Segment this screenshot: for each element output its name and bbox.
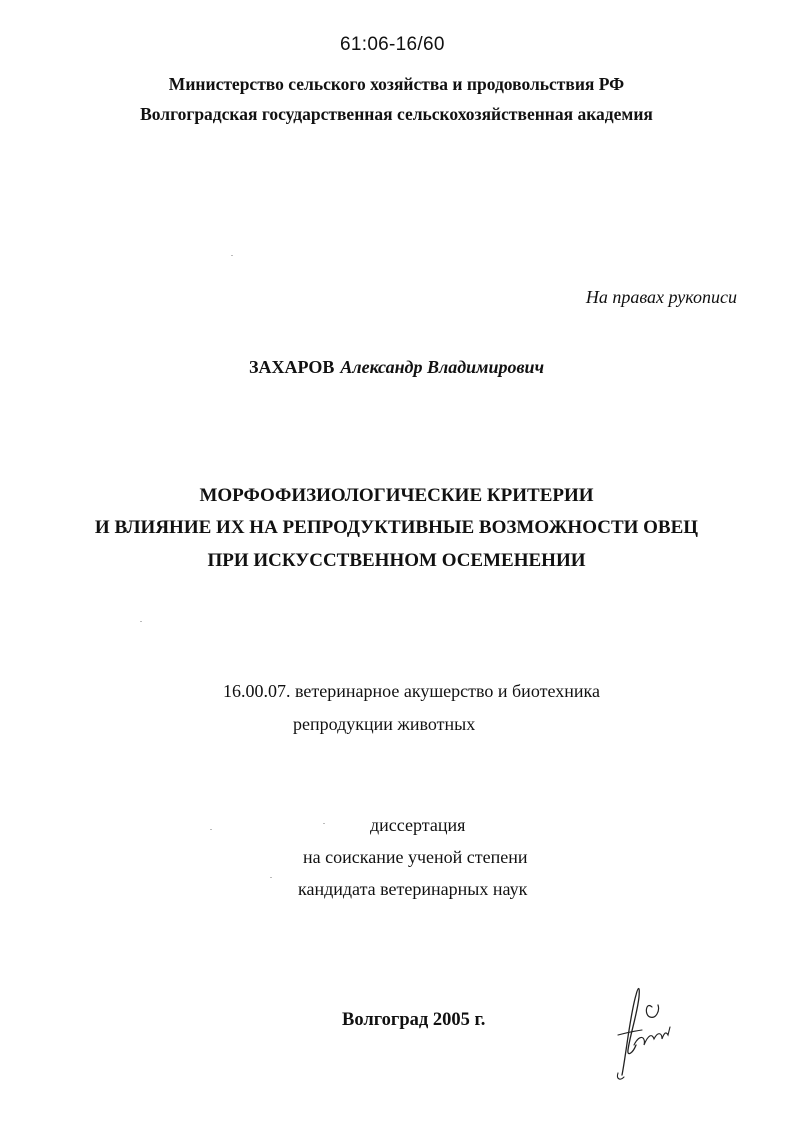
author-surname: ЗАХАРОВ [248,357,335,377]
academy-name: Волгоградская государственная сельскохозяйственная академия [140,104,653,124]
degree-line-1: диссертация [370,815,466,835]
title-line-2: И ВЛИЯНИЕ ИХ НА РЕПРОДУКТИВНЫЕ ВОЗМОЖНОСТИ ОВЕЦ [94,517,699,538]
specialty-line-2: репродукции животных [293,714,476,734]
author-name [0,357,793,378]
catalog-code: 61:06-16/60 [340,34,445,55]
scan-speck [323,823,325,824]
title-line-3: ПРИ ИСКУССТВЕННОМ ОСЕМЕНЕНИИ [207,550,586,571]
degree-line-3: кандидата ветеринарных наук [298,879,528,899]
scan-speck [270,877,272,878]
handwritten-signature [600,975,680,1085]
scan-speck [140,621,142,622]
specialty-line-1: 16.00.07. ветеринарное акушерство и биотехника [223,681,600,701]
title-line-1: МОРФОФИЗИОЛОГИЧЕСКИЕ КРИТЕРИИ [199,485,594,506]
scan-speck [231,255,233,256]
ministry-name: Министерство сельского хозяйства и продовольствия РФ [168,74,625,94]
degree-line-2: на соискание ученой степени [303,847,528,867]
scan-speck [210,829,212,830]
author-given-names: Александр Владимирович [340,357,545,377]
city-year: Волгоград 2005 г. [342,1010,486,1030]
manuscript-note: На правах рукописи [585,287,737,307]
